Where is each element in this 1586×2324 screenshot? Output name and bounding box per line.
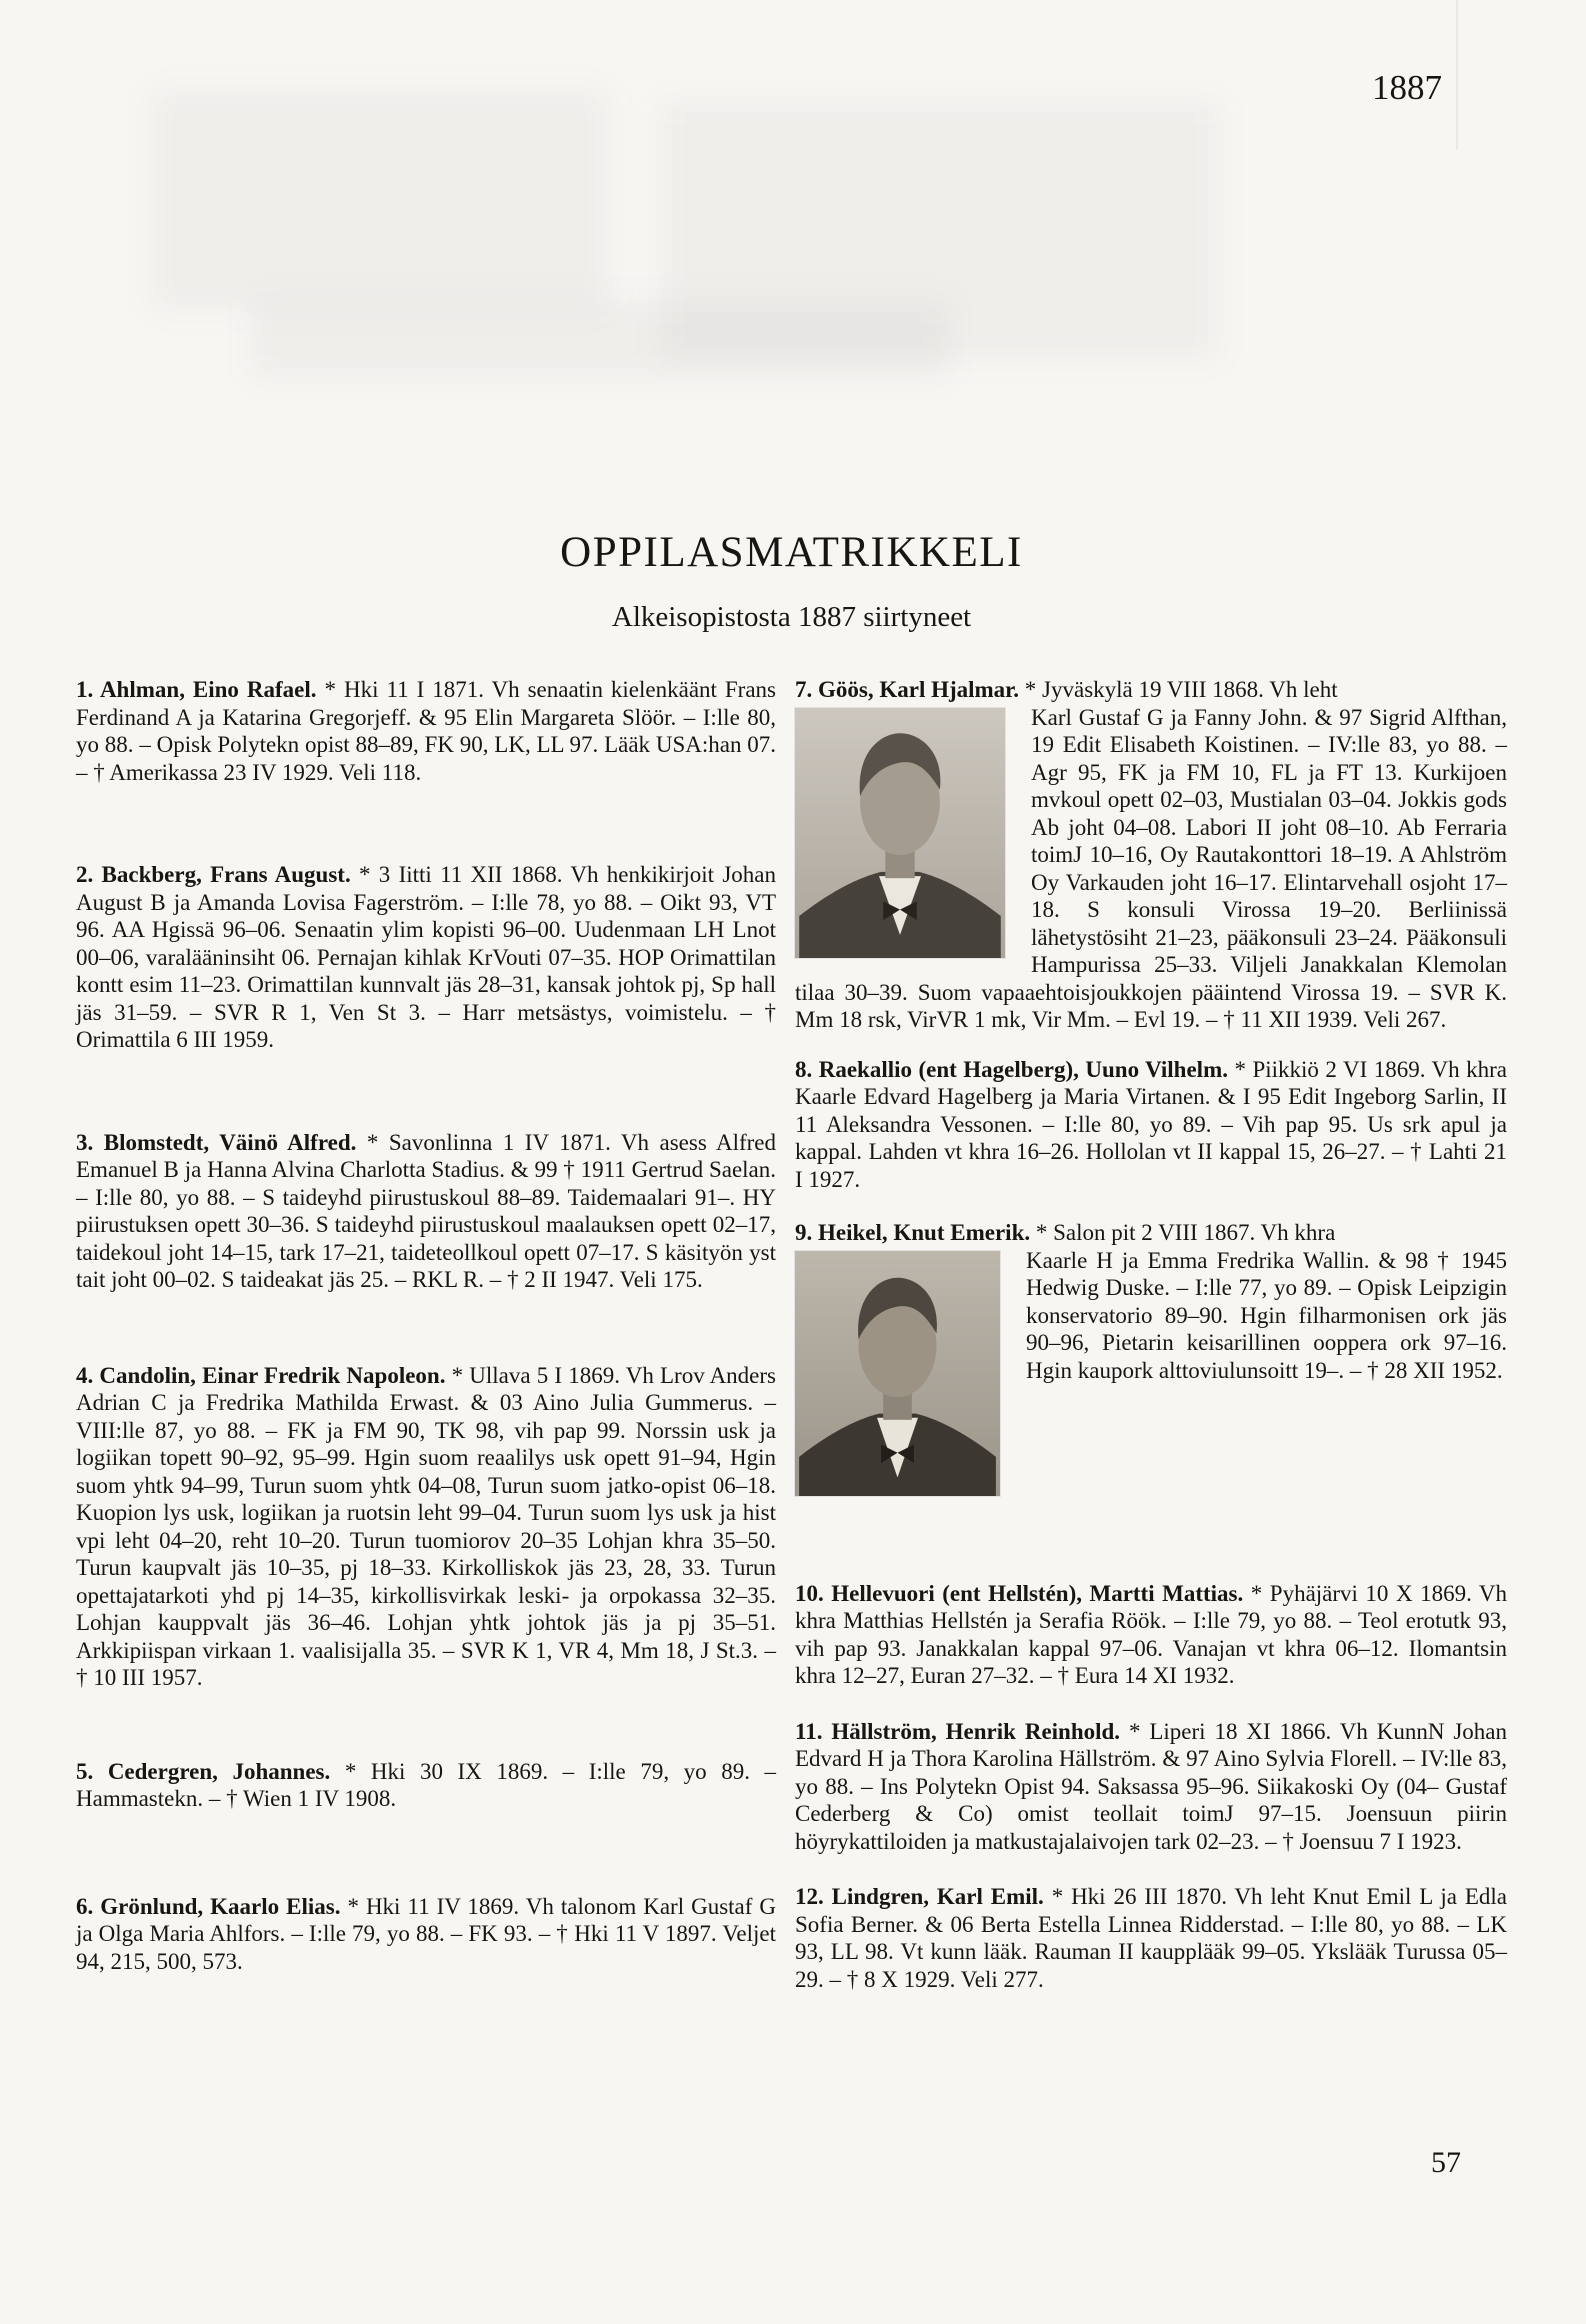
left-column <box>76 676 776 1975</box>
matriculation-entry-9 <box>795 1219 1507 1504</box>
entry-text: * 3 Iitti 11 XII 1868. Vh henkikirjoit Johan August B ja Amanda Lovisa Fagerström. – I:lle 78, yo 88. – Oikt 93, VT 96. AA Hgissä 96–06. Senaatin ylim kopisti 96–00. Uudenmaan LH Lnot 00–06, varalääninsiht 06. Pernajan kihlak KrVouti 07–35. HOP Orimattilan kontt esim 11–23. Orimattilan kunnvalt jäs 28–31, kansak johtok pj, Sp hall jäs 31–59. – SVR R 1, Ven St 3. – Harr metsästys, voimistelu. – † Orimattila 6 III 1959. <box>76 862 777 1052</box>
entry-heading: 6. Grönlund, Kaarlo Elias. <box>76 1893 341 1919</box>
scan-bleedthrough-artifact <box>150 90 610 310</box>
page-number: 57 <box>1431 2146 1461 2179</box>
entry-text: * Liperi 18 XI 1866. Vh KunnN Johan Edvard H ja Thora Karolina Hällström. & 97 Aino Sylvia Florell. – IV:lle 83, yo 88. – Ins Polytekn Opist 94. Saksassa 95–96. Siikakoski Oy (04– Gustaf Cederberg & Co) omist teollait toimJ 97–15. Joensuun piirin höyrykattiloiden ja matkustajalaivojen tark 02–23. – † Joensuu 7 I 1923. <box>795 1718 1508 1854</box>
matriculation-entry-10 <box>795 1580 1507 1690</box>
entry-text: * Pyhäjärvi 10 X 1869. Vh khra Matthias Hellstén ja Serafia Röök. – I:lle 79, yo 88. – Teol erotutk 93, vih pap 93. Janakkalan kappal 97–06. Vanajan vt khra 06–12. Ilomantsin khra 12–27, Euran 27–32. – † Eura 14 XI 1932. <box>795 1580 1508 1688</box>
entry-text: * Hki 11 IV 1869. Vh talonom Karl Gustaf G ja Olga Maria Ahlfors. – I:lle 79, yo 88. – FK 93. – † Hki 11 V 1897. Veljet 94, 215, 500, 573. <box>76 1893 777 1974</box>
entry-text: * Hki 26 III 1870. Vh leht Knut Emil L ja Edla Sofia Berner. & 06 Berta Estella Linnea Ridderstad. – I:lle 80, yo 88. – LK 93, LL 98. Vt kunn lääk. Rauman II kaupplääk 99–05. Ykslääk Turussa 05–29. – † 8 X 1929. Veli 277. <box>795 1884 1507 1992</box>
matriculation-entry-4 <box>76 1362 776 1692</box>
page-title: OPPILASMATRIKKELI <box>560 529 1023 576</box>
matriculation-entry-6 <box>76 1893 776 1976</box>
scan-crease-artifact <box>1456 0 1458 150</box>
page-year-header: 1887 <box>1372 68 1442 107</box>
entry-text: * Jyväskylä 19 VIII 1868. Vh leht <box>1024 677 1338 702</box>
entry-heading: 10. Hellevuori (ent Hellstén), Martti Mattias. <box>795 1580 1244 1606</box>
matriculation-entry-3 <box>76 1129 776 1294</box>
entry-text: * Hki 30 IX 1869. – I:lle 79, yo 89. – Hammastekn. – † Wien 1 IV 1908. <box>76 1758 777 1811</box>
entry-text: * Piikkiö 2 VI 1869. Vh khra Kaarle Edvard Hagelberg ja Maria Virtanen. & I 95 Edit Ingeborg Sarlin, II 11 Aleksandra Vessonen. – I:lle 80, yo 89. – Vih pap 95. Us srk apul ja kappal. Lahden vt khra 16–26. Hollolan vt II kappal 15, 26–27. – † Lahti 21 I 1927. <box>795 1056 1507 1192</box>
page-subtitle: Alkeisopistosta 1887 siirtyneet <box>611 601 972 633</box>
entry-heading: 3. Blomstedt, Väinö Alfred. <box>76 1129 357 1155</box>
entry-heading: 1. Ahlman, Eino Rafael. <box>76 677 317 702</box>
matriculation-entry-12 <box>795 1883 1507 1993</box>
entry-text: * Ullava 5 I 1869. Vh Lrov Anders Adrian C ja Fredrika Mathilda Erwast. & 03 Aino Julia Gummerus. – VIII:lle 87, yo 88. – FK ja FM 90, TK 98, vih pap 99. Norssin usk ja logiikan topett 90–92, 95–99. Hgin suom reaalilys usk opett 91–94, Hgin suom yhtk 94–99, Turun suom yhtk 04–08, Turun suom jatko-opist 06–18. Kuopion lys usk, logiikan ja ruotsin leht 99–04. Turun suom lys usk ja hist vpi leht 04–20, reht 10–20. Turun tuomiorov 20–35 Lohjan khra 35–50. Turun kaupvalt jäs 10–35, pj 18–33. Kirkolliskok jäs 23, 28, 33. Turun opettajatarkoti yhd pj 14–35, kirkollisvirkak leski- ja orpokassa 32–35. Lohjan kauppvalt jäs 36–46. Lohjan yhtk johtok jäs ja pj 35–51. Arkkipiispan virkaan 1. vaalisijalla 35. – SVR K 1, VR 4, Mm 18, J St.3. – † 10 III 1957. <box>76 1362 777 1690</box>
portrait-photo <box>795 1251 1000 1496</box>
entry-first-line <box>795 1219 1507 1247</box>
matriculation-entry-11 <box>795 1718 1507 1856</box>
matriculation-entry-5 <box>76 1758 776 1813</box>
matriculation-entry-7 <box>795 676 1507 1034</box>
entry-text: * Salon pit 2 VIII 1867. Vh khra <box>1035 1220 1336 1245</box>
scan-bleedthrough-artifact <box>250 300 950 380</box>
entry-text: * Savonlinna 1 IV 1871. Vh asess Alfred Emanuel B ja Hanna Alvina Charlotta Stadius. & 99 † 1911 Gertrud Saelan. – I:lle 80, yo 88. – S taideyhd piirustuskoul 88–89. Taidemaalari 91–. HY piirustuksen opett 30–36. S taideyhd piirustuskoul maalauksen opett 02–17, taidekoul joht 14–15, tark 17–21, taideteollkoul opett 07–17. S käsityön yst tait joht 00–02. S taideakat jäs 25. – RKL R. – † 2 II 1947. Veli 175. <box>76 1129 776 1292</box>
entry-heading: 5. Cedergren, Johannes. <box>76 1758 331 1784</box>
entry-heading: 4. Candolin, Einar Fredrik Napoleon. <box>76 1362 446 1388</box>
entry-body-with-photo <box>795 1247 1507 1504</box>
entry-text: Kaarle H ja Emma Fredrika Wallin. & 98 † 1945 Hedwig Duske. – I:lle 77, yo 89. – Opisk Leipzigin konservatorio 89–90. Hgin filharmonisen ork jäs 90–96, Pietarin keisarillinen ooppera ork 97–16. Hgin kaupork alttoviulunsoitt 19–. – † 28 XII 1952. <box>1026 1247 1507 1383</box>
portrait-photo <box>795 708 1005 958</box>
entry-heading: 8. Raekallio (ent Hagelberg), Uuno Vilhelm. <box>795 1056 1228 1082</box>
entry-text: Karl Gustaf G ja Fanny John. & 97 Sigrid Alfthan, 19 Edit Elisabeth Koistinen. – IV:lle 83, yo 88. – Agr 95, FK ja FM 10, FL ja FT 13. Kurkijoen mvkoul opett 02–03, Mustialan 03–04. Jokkis gods Ab joht 04–08. Labori II joht 08–10. Ab Ferraria toimJ 10–16, Oy Rautakonttori 18–19. A Ahlström Oy Varkauden joht 16–17. Elintarvehall osjoht 17–18. S konsuli Virossa 19–20. Berliinissä lähetystösiht 21–23, pääkonsuli 23–24. Pääkonsuli Hampurissa 25–33. Viljeli Janakkalan Klemolan tilaa 30–39. Suom vapaaehtoisjoukkojen pääintend Virossa 19. – SVR K. Mm 18 rsk, VirVR 1 mk, Vir Mm. – Evl 19. – † 11 XII 1939. Veli 267. <box>795 704 1507 1032</box>
entry-heading: 9. Heikel, Knut Emerik. <box>795 1220 1031 1245</box>
entry-heading: 12. Lindgren, Karl Emil. <box>795 1884 1044 1909</box>
matriculation-entry-8 <box>795 1056 1507 1194</box>
entry-heading: 7. Göös, Karl Hjalmar. <box>795 677 1020 702</box>
matriculation-entry-1 <box>76 676 776 786</box>
entry-heading: 11. Hällström, Henrik Reinhold. <box>795 1718 1121 1744</box>
right-column <box>795 676 1507 1993</box>
entry-text: * Hki 11 I 1871. Vh senaatin kielenkäänt Frans Ferdinand A ja Katarina Gregorjeff. & 95 Elin Margareta Slöör. – I:lle 80, yo 88. – Opisk Polytekn opist 88–89, FK 90, LK, LL 97. Lääk USA:han 07. – † Amerikassa 23 IV 1929. Veli 118. <box>76 677 776 785</box>
entry-heading: 2. Backberg, Frans August. <box>76 862 351 887</box>
entry-first-line <box>795 676 1507 704</box>
matriculation-entry-2 <box>76 861 776 1054</box>
entry-body-with-photo <box>795 704 1507 1034</box>
